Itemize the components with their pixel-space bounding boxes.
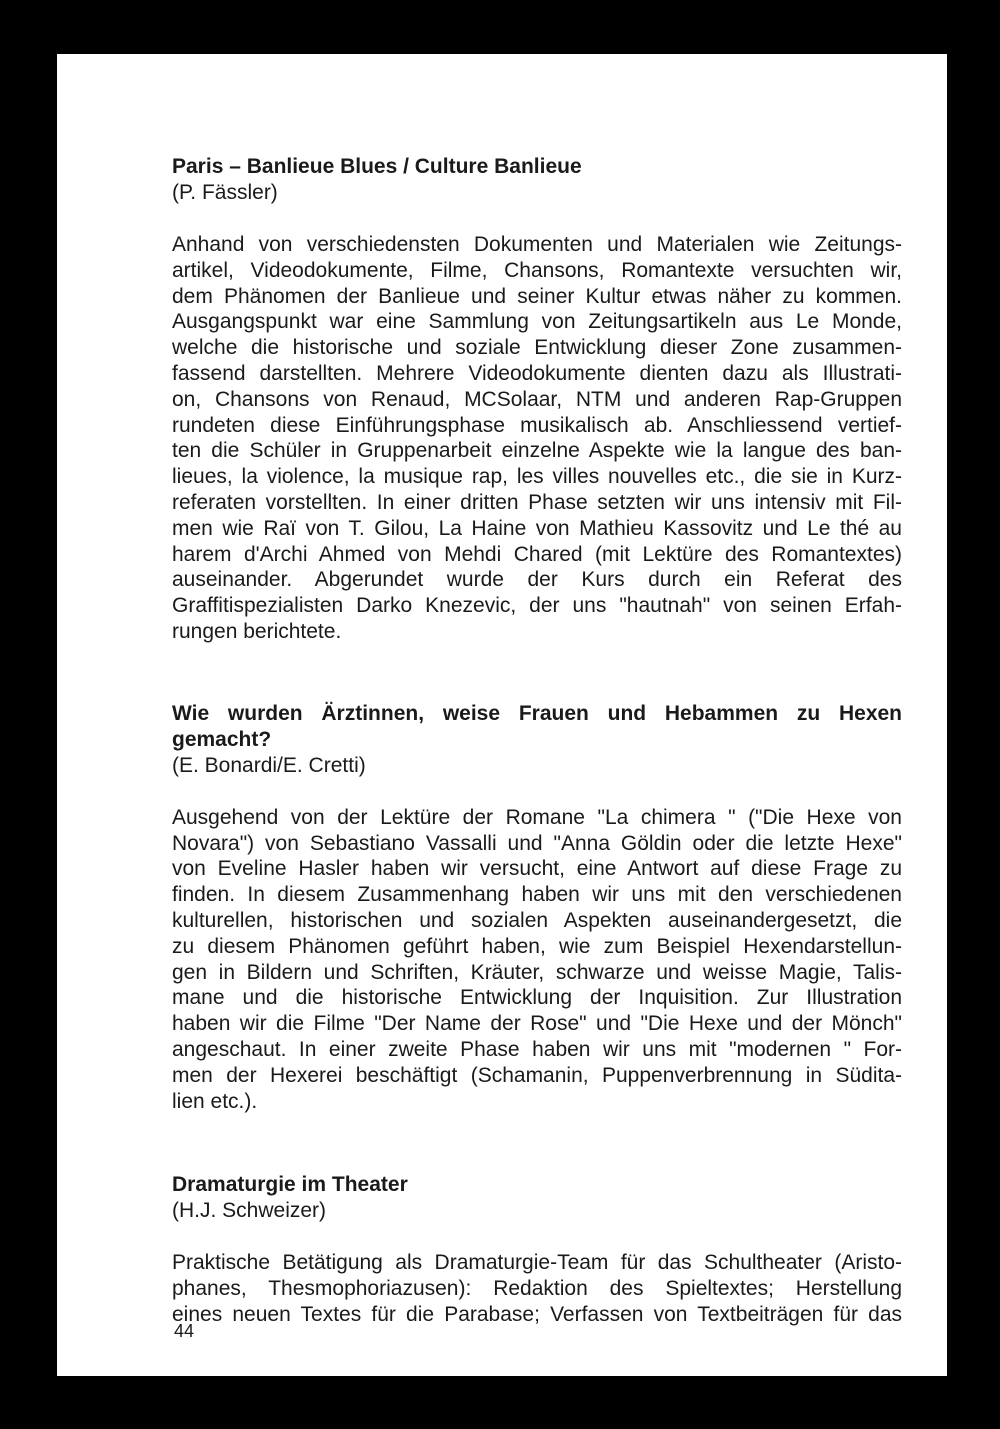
body-line: ten die Schüler in Gruppenarbeit einzelne Aspekte wie la langue des ban-: [172, 439, 902, 463]
body-line: harem d'Archi Ahmed von Mehdi Chared (mit Lektüre des Romantextes): [172, 542, 902, 566]
body-line: Graffitispezialisten Darko Knezevic, der uns "hautnah" von seinen Erfah-: [172, 594, 902, 618]
body-line: men wie Raï von T. Gilou, La Haine von Mathieu Kassovitz und Le thé au: [172, 516, 902, 540]
section-body: [172, 232, 902, 645]
body-line: eines neuen Textes für die Parabase; Verfassen von Textbeiträgen für das: [172, 1302, 902, 1326]
section-author: (P. Fässler): [172, 181, 278, 204]
section-title: Paris – Banlieue Blues / Culture Banlieue: [172, 155, 582, 178]
section-title: Dramaturgie im Theater: [172, 1173, 408, 1197]
body-line: angeschaut. In einer zweite Phase haben wir uns mit "modernen " For-: [172, 1037, 902, 1061]
body-line: men der Hexerei beschäftigt (Schamanin, Puppenverbrennung in Südita-: [172, 1063, 902, 1087]
section-hexen: [172, 701, 902, 1115]
body-line: Ausgangspunkt war eine Sammlung von Zeitungsartikeln aus Le Monde,: [172, 310, 902, 334]
body-line: kulturellen, historischen und sozialen Aspekten auseinandergesetzt, die: [172, 908, 902, 932]
section-author: (E. Bonardi/E. Cretti): [172, 753, 366, 777]
body-line: dem Phänomen der Banlieue und seiner Kultur etwas näher zu kommen.: [172, 284, 902, 308]
body-line: zu diesem Phänomen geführt haben, wie zum Beispiel Hexendarstellun-: [172, 934, 902, 958]
body-line: fassend darstellten. Mehrere Videodokumente dienten dazu als Illustrati-: [172, 361, 902, 385]
body-line: mane und die historische Entwicklung der Inquisition. Zur Illustration: [172, 986, 902, 1010]
body-line: on, Chansons von Renaud, MCSolaar, NTM und anderen Rap-Gruppen: [172, 387, 902, 411]
body-line: Ausgehend von der Lektüre der Romane "La chimera " ("Die Hexe von: [172, 805, 902, 829]
section-body: [172, 805, 902, 1115]
body-line: welche die historische und soziale Entwicklung dieser Zone zusammen-: [172, 336, 902, 360]
body-line: lien etc.).: [172, 1089, 258, 1113]
body-line: haben wir die Filme "Der Name der Rose" und "Die Hexe und der Mönch": [172, 1012, 902, 1036]
body-line: Anhand von verschiedensten Dokumenten und Materialen wie Zeitungs-: [172, 233, 902, 256]
document-page: [57, 54, 947, 1376]
page-content: [172, 154, 902, 1328]
section-dramaturgie: [172, 1172, 902, 1327]
body-line: rundeten diese Einführungsphase musikalisch ab. Anschliessend vertief-: [172, 413, 902, 437]
body-line: finden. In diesem Zusammenhang haben wir uns mit den verschiedenen: [172, 883, 902, 907]
section-title-continued: gemacht?: [172, 727, 272, 751]
body-line: rungen berichtete.: [172, 619, 342, 643]
section-paris-banlieue: [172, 154, 902, 645]
section-body: [172, 1250, 902, 1327]
section-title: Wie wurden Ärztinnen, weise Frauen und Hebammen zu Hexen: [172, 701, 902, 725]
body-line: referaten vorstellten. In einer dritten Phase setzten wir uns intensiv mit Fil-: [172, 490, 902, 514]
body-line: artikel, Videodokumente, Filme, Chansons, Romantexte versuchten wir,: [172, 258, 902, 282]
body-line: von Eveline Hasler haben wir versucht, eine Antwort auf diese Frage zu: [172, 857, 902, 881]
section-author: (H.J. Schweizer): [172, 1199, 327, 1223]
body-line: phanes, Thesmophoriazusen): Redaktion des Spieltextes; Herstellung: [172, 1277, 902, 1301]
body-line: gen in Bildern und Schriften, Kräuter, schwarze und weisse Magie, Talis-: [172, 960, 902, 984]
body-line: auseinander. Abgerundet wurde der Kurs durch ein Referat des: [172, 568, 902, 592]
body-line: lieues, la violence, la musique rap, les villes nouvelles etc., die sie in Kurz-: [172, 465, 902, 489]
page-number: 44: [174, 1321, 195, 1341]
body-line: Novara") von Sebastiano Vassalli und "Anna Göldin oder die letzte Hexe": [172, 831, 902, 855]
body-line: Praktische Betätigung als Dramaturgie-Team für das Schultheater (Aristo-: [172, 1251, 902, 1275]
